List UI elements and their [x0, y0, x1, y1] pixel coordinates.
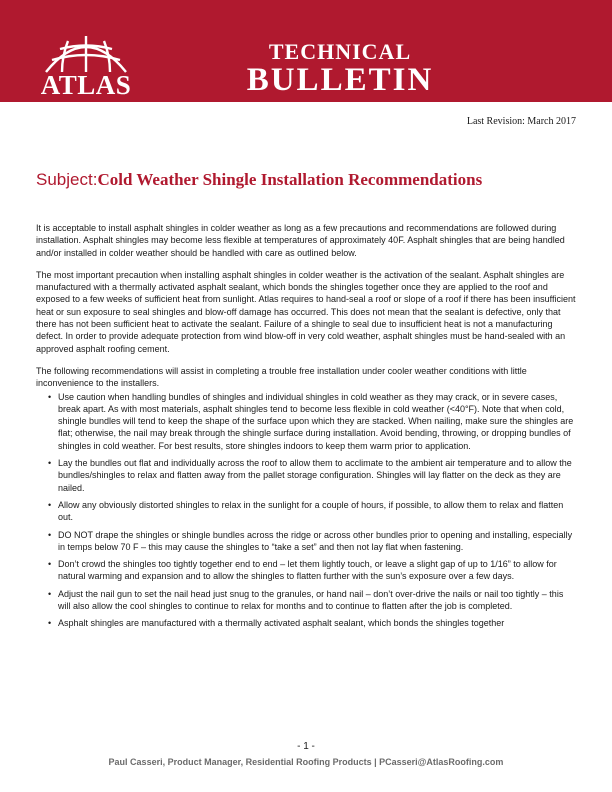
body-paragraph: It is acceptable to install asphalt shingles in colder weather as long as a few precautions and recommendations are followed during installation. Asphalt shingles may become less flexible at temperatures of approximately 40F. Asphalt shingles that are being handled and/or installed in colder weather should be handled with care as outlined below. [36, 223, 565, 258]
footer-contact: Paul Casseri, Product Manager, Residential Roofing Products | PCasseri@AtlasRoofing.com [108, 757, 504, 767]
last-revision: Last Revision: March 2017 [466, 116, 576, 127]
brand-wordmark: ATLAS [40, 70, 132, 100]
subject-title: Cold Weather Shingle Installation Recommendations [97, 170, 483, 189]
subject-label: Subject: [36, 170, 98, 189]
subject-heading [36, 169, 482, 191]
list-item: • Use caution when handling bundles of shingles and individual shingles in cold weather as they may crack, or in severe cases, break apart. As with most materials, asphalt shingles tend to become less flexible in cold weather (<40°F). Note that when cold, shingle bundles will tend to keep the shape of the surface upon which they are stacked. When nailing, make sure the shingles are flat; otherwise, the nail may break through the shingle surface during installation. Avoid bending, throwing, or dropping bundles of shingles in cold weather. For best results, store shingles indoors to keep them warm prior to application. [48, 391, 574, 451]
header-banner [0, 0, 612, 102]
page-number: - 1 - [297, 741, 315, 752]
bullet-icon: • [48, 529, 52, 540]
bullet-icon: • [48, 618, 52, 629]
list-item: • Allow any obviously distorted shingles to relax in the sunlight for a couple of hours, if possible, to allow them to relax and flatten out. [48, 499, 564, 523]
body-paragraph: The most important precaution when installing asphalt shingles in colder weather is the activation of the sealant. Asphalt shingles are manufactured with a thermally activated asphalt sealant, which bonds the shingles together once they are applied to the roof and exposed to a few weeks of sufficient heat from sunlight. Atlas requires to hand-seal a roof or slope of a roof if there has been insufficient heat or sun exposure to seal shingles and blow-off damage has occurred. This does not mean that the sealant is defective, only that there has not been sufficient heat to activate the sealant. Failure of a shingle to seal due to insufficient heat is not a manufacturing defect. In order to provide adequate protection from wind blow-off in very cold weather, asphalt shingles must be hand-sealed with an approved asphalt roofing cement. [36, 269, 576, 354]
recommendations-intro: The following recommendations will assist in completing a trouble free installation under cooler weather conditions with little inconvenience to the installers. [36, 365, 527, 389]
bulletin-title-line2: BULLETIN [246, 62, 434, 98]
bullet-icon: • [48, 391, 52, 402]
bullet-icon: • [48, 559, 52, 570]
bulletin-body [36, 222, 576, 635]
list-item: • DO NOT drape the shingles or shingle bundles across the ridge or across other bundles prior to opening and installing, especially in temps below 70 F – this may cause the shingles to “take a set” and then not lay flat when fastening. [48, 529, 573, 552]
bullet-icon: • [48, 458, 52, 469]
list-item: • Don’t crowd the shingles too tightly together end to end – let them lightly touch, or leave a slight gap of up to 1/16” to allow for natural warming and expansion and to allow the shingles to flatten further with the sun’s exposure over a few days. [48, 559, 557, 582]
list-item: • Adjust the nail gun to set the nail head just snug to the granules, or hand nail – don’t over-drive the nails or nail too tightly – this will also allow the cool shingles to continue to relax for months and to continue to flatten after the job is completed. [48, 588, 564, 612]
list-item: • Lay the bundles out flat and individually across the roof to allow them to acclimate to the ambient air temperature and to allow the bundles/shingles to relax and flatten away from the pallet storage configuration. Shingles will lay flatter on the deck as they are nailed. [48, 458, 572, 493]
bulletin-title-line1: TECHNICAL [268, 39, 412, 64]
bullet-icon: • [48, 588, 52, 599]
recommendations-list [36, 391, 576, 630]
list-item: • Asphalt shingles are manufactured with a thermally activated asphalt sealant, which bonds the shingles together [48, 618, 505, 629]
bullet-icon: • [48, 499, 52, 510]
